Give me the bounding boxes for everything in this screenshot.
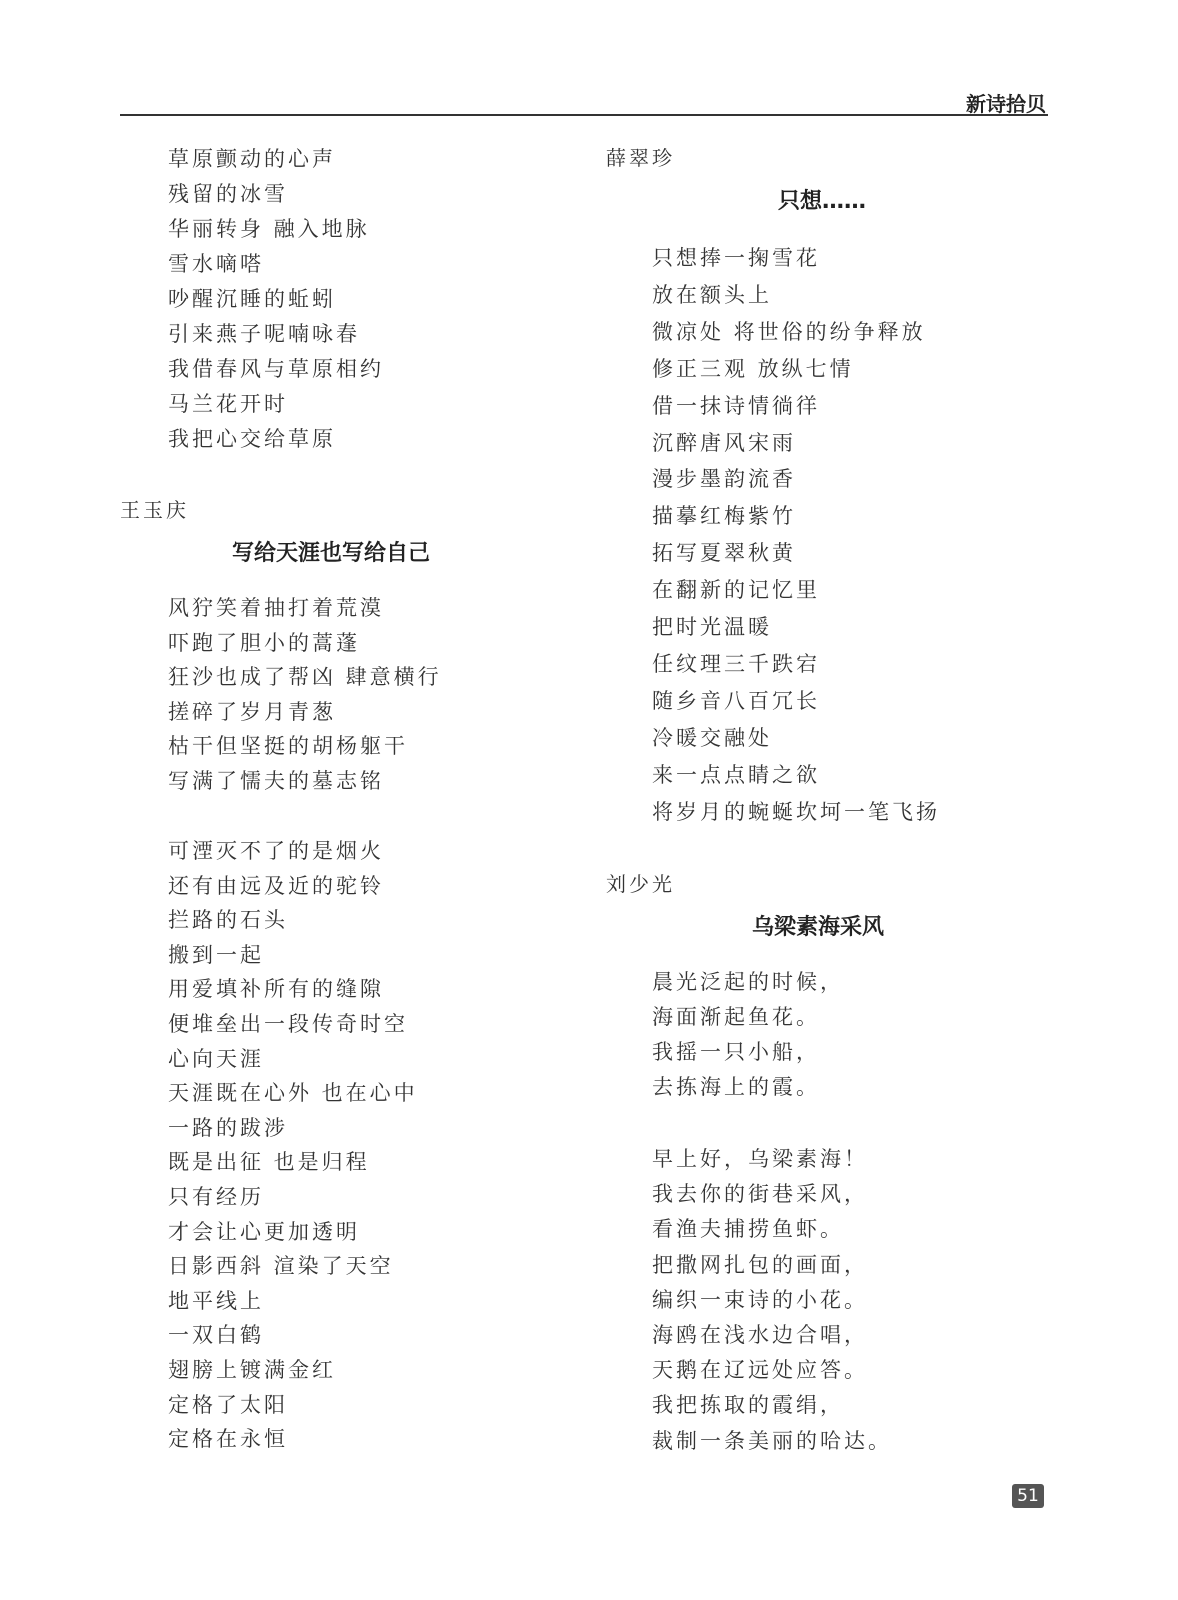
- poem-line: 晨光泛起的时候，: [652, 970, 844, 994]
- poem-line: 写满了懦夫的墓志铭: [168, 769, 384, 793]
- poem-line: 把时光温暖: [652, 615, 772, 639]
- poem-line: 随乡音八百冗长: [652, 688, 820, 713]
- poem-line: 心向天涯: [168, 1046, 264, 1071]
- poem-line: 裁制一条美丽的哈达。: [652, 1428, 892, 1453]
- poem-line: 可湮灭不了的是烟火: [168, 839, 384, 863]
- poem-line: 任纹理三千跌宕: [652, 651, 820, 676]
- poem-line: 狂沙也成了帮凶 肆意横行: [168, 665, 442, 690]
- poem-line: 放在额头上: [652, 282, 772, 307]
- poem-line: 还有由远及近的驼铃: [168, 873, 384, 898]
- poem-line: 定格在永恒: [168, 1427, 288, 1452]
- poem-line: 把撒网扎包的画面，: [652, 1252, 868, 1277]
- poem-line: 我把拣取的霞绢，: [652, 1393, 844, 1418]
- poem-line: 将岁月的蜿蜒坎坷一笔飞扬: [652, 799, 940, 824]
- poem-line: 在翻新的记忆里: [652, 578, 820, 603]
- poem-line: 海鸥在浅水边合唱，: [652, 1323, 868, 1347]
- poem-line: 沉醉唐风宋雨: [652, 430, 796, 455]
- header-rule: [120, 114, 1048, 116]
- poem-line: 用爱填补所有的缝隙: [168, 977, 384, 1002]
- poem-line: 我摇一只小船，: [652, 1040, 820, 1064]
- poem-line: 拓写夏翠秋黄: [652, 541, 796, 566]
- poem-line: 翅膀上镀满金红: [168, 1358, 336, 1382]
- poem-line: 海面渐起鱼花。: [652, 1005, 820, 1029]
- page-number: 51: [1012, 1484, 1044, 1508]
- poem-line: 去拣海上的霞。: [652, 1075, 820, 1099]
- poem-title-zhixiang: 只想……: [778, 189, 867, 214]
- poem-line: 既是出征 也是归程: [168, 1150, 370, 1175]
- poem-line: 一双白鹤: [168, 1323, 264, 1348]
- poem-line: 才会让心更加透明: [168, 1219, 360, 1244]
- poem-line: 只想捧一掬雪花: [652, 246, 820, 270]
- poem-title-wuliangsuhai: 乌梁素海采风: [752, 915, 885, 940]
- poem-author-liu-shaoguang: 刘少光: [606, 872, 675, 896]
- poem-line: 借一抹诗情徜徉: [652, 393, 820, 418]
- poem-line: 一路的跋涉: [168, 1115, 288, 1140]
- poem-line: 雪水嘀嗒: [168, 252, 264, 276]
- poem-line: 来一点点睛之欲: [652, 762, 820, 787]
- poem-line: 马兰花开时: [168, 392, 288, 416]
- poem-line: 我去你的街巷采风，: [652, 1182, 868, 1207]
- poem-line: 引来燕子呢喃咏春: [168, 322, 360, 346]
- poem-line: 华丽转身 融入地脉: [168, 217, 370, 241]
- poem-line: 漫步墨韵流香: [652, 467, 796, 492]
- poem-line: 吵醒沉睡的蚯蚓: [168, 287, 336, 311]
- poem-line: 我借春风与草原相约: [168, 357, 384, 381]
- poem-author-xue-cuizhen: 薛翠珍: [606, 146, 675, 170]
- poem-line: 天鹅在辽远处应答。: [652, 1358, 868, 1383]
- poem-line: 吓跑了胆小的蒿蓬: [168, 630, 360, 655]
- poem-line: 搬到一起: [168, 942, 264, 967]
- poem-line: 冷暖交融处: [652, 725, 772, 750]
- poem-line: 日影西斜 渲染了天空: [168, 1254, 394, 1279]
- poem-line: 微凉处 将世俗的纷争释放: [652, 319, 926, 344]
- poem-line: 便堆垒出一段传奇时空: [168, 1012, 408, 1036]
- poem-line: 定格了太阳: [168, 1392, 288, 1417]
- poem-line: 草原颤动的心声: [168, 147, 336, 171]
- poem-line: 天涯既在心外 也在心中: [168, 1081, 418, 1106]
- poem-line: 拦路的石头: [168, 908, 288, 933]
- poem-line: 编织一束诗的小花。: [652, 1287, 868, 1312]
- poem-line: 修正三观 放纵七情: [652, 356, 854, 381]
- poem-line: 描摹红梅紫竹: [652, 504, 796, 529]
- poem-line: 只有经历: [168, 1185, 264, 1209]
- poem-line: 看渔夫捕捞鱼虾。: [652, 1217, 844, 1242]
- poem-line: 风狞笑着抽打着荒漠: [168, 596, 384, 620]
- poem-line: 搓碎了岁月青葱: [168, 699, 336, 724]
- poem-author-wang-yuqing: 王玉庆: [120, 498, 189, 522]
- poem-line: 早上好，乌梁素海！: [652, 1147, 868, 1171]
- poem-line: 我把心交给草原: [168, 427, 336, 451]
- poem-line: 枯干但坚挺的胡杨躯干: [168, 734, 408, 759]
- poem-line: 地平线上: [168, 1288, 264, 1313]
- poem-line: 残留的冰雪: [168, 182, 288, 206]
- section-title: 新诗拾贝: [966, 92, 1046, 116]
- poem-title-tianya: 写给天涯也写给自己: [232, 541, 431, 566]
